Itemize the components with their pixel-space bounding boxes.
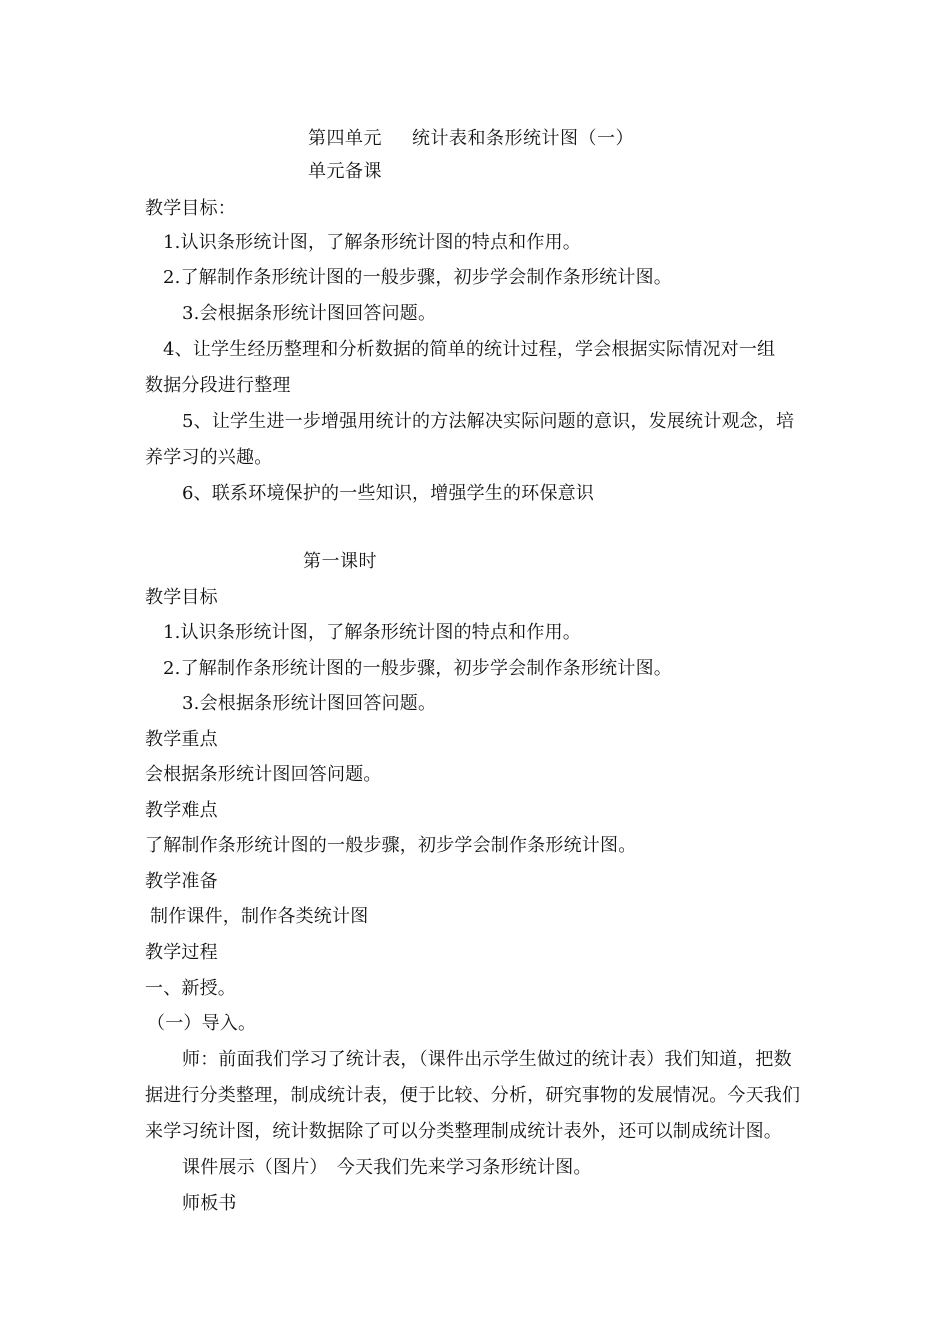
- courseware-line: 课件展示（图片） 今天我们先来学习条形统计图。: [182, 1157, 592, 1178]
- unit-title-topic: 统计表和条形统计图（一）: [412, 128, 634, 149]
- lesson-goal-2: 2.了解制作条形统计图的一般步骤，初步学会制作条形统计图。: [163, 658, 672, 679]
- unit-title-number: 第四单元: [308, 128, 382, 149]
- board-line: 师板书: [182, 1193, 237, 1214]
- section-heading: 一、新授。: [145, 978, 236, 999]
- paragraph-line-1: 师：前面我们学习了统计表，（课件出示学生做过的统计表）我们知道，把数: [182, 1049, 792, 1070]
- lesson-goal-3: 3.会根据条形统计图回答问题。: [182, 693, 437, 714]
- paragraph-line-2: 据进行分类整理，制成统计表，便于比较、分析，研究事物的发展情况。今天我们: [145, 1085, 801, 1106]
- paragraph-line-3: 来学习统计图，统计数据除了可以分类整理制成统计表外，还可以制成统计图。: [145, 1121, 782, 1142]
- unit-goal-4-continued: 数据分段进行整理: [145, 375, 291, 396]
- prep-text: 制作课件，制作各类统计图: [150, 906, 369, 927]
- lesson-goal-1: 1.认识条形统计图，了解条形统计图的特点和作用。: [163, 622, 581, 643]
- key-point-heading: 教学重点: [145, 729, 218, 750]
- unit-goal-5-continued: 养学习的兴趣。: [145, 447, 273, 468]
- unit-subtitle: 单元备课: [308, 161, 382, 182]
- unit-title: [308, 127, 634, 151]
- unit-goal-6: 6、联系环境保护的一些知识，增强学生的环保意识: [182, 483, 595, 504]
- process-heading: 教学过程: [145, 942, 218, 963]
- unit-goal-5: 5、让学生进一步增强用统计的方法解决实际问题的意识，发展统计观念，培: [182, 411, 795, 432]
- difficulty-heading: 教学难点: [145, 800, 218, 821]
- unit-goal-1: 1.认识条形统计图，了解条形统计图的特点和作用。: [163, 232, 581, 253]
- unit-goal-2: 2.了解制作条形统计图的一般步骤，初步学会制作条形统计图。: [163, 267, 672, 288]
- unit-goal-4: 4、让学生经历整理和分析数据的简单的统计过程，学会根据实际情况对一组: [163, 339, 776, 360]
- lesson-goals-heading: 教学目标: [145, 587, 218, 608]
- difficulty-text: 了解制作条形统计图的一般步骤，初步学会制作条形统计图。: [145, 835, 637, 856]
- lesson-title: 第一课时: [303, 551, 377, 572]
- key-point-text: 会根据条形统计图回答问题。: [145, 764, 382, 785]
- unit-goals-heading: 教学目标：: [145, 198, 236, 219]
- subsection-heading: （一）导入。: [147, 1013, 257, 1034]
- unit-goal-3: 3.会根据条形统计图回答问题。: [182, 303, 437, 324]
- prep-heading: 教学准备: [145, 871, 218, 892]
